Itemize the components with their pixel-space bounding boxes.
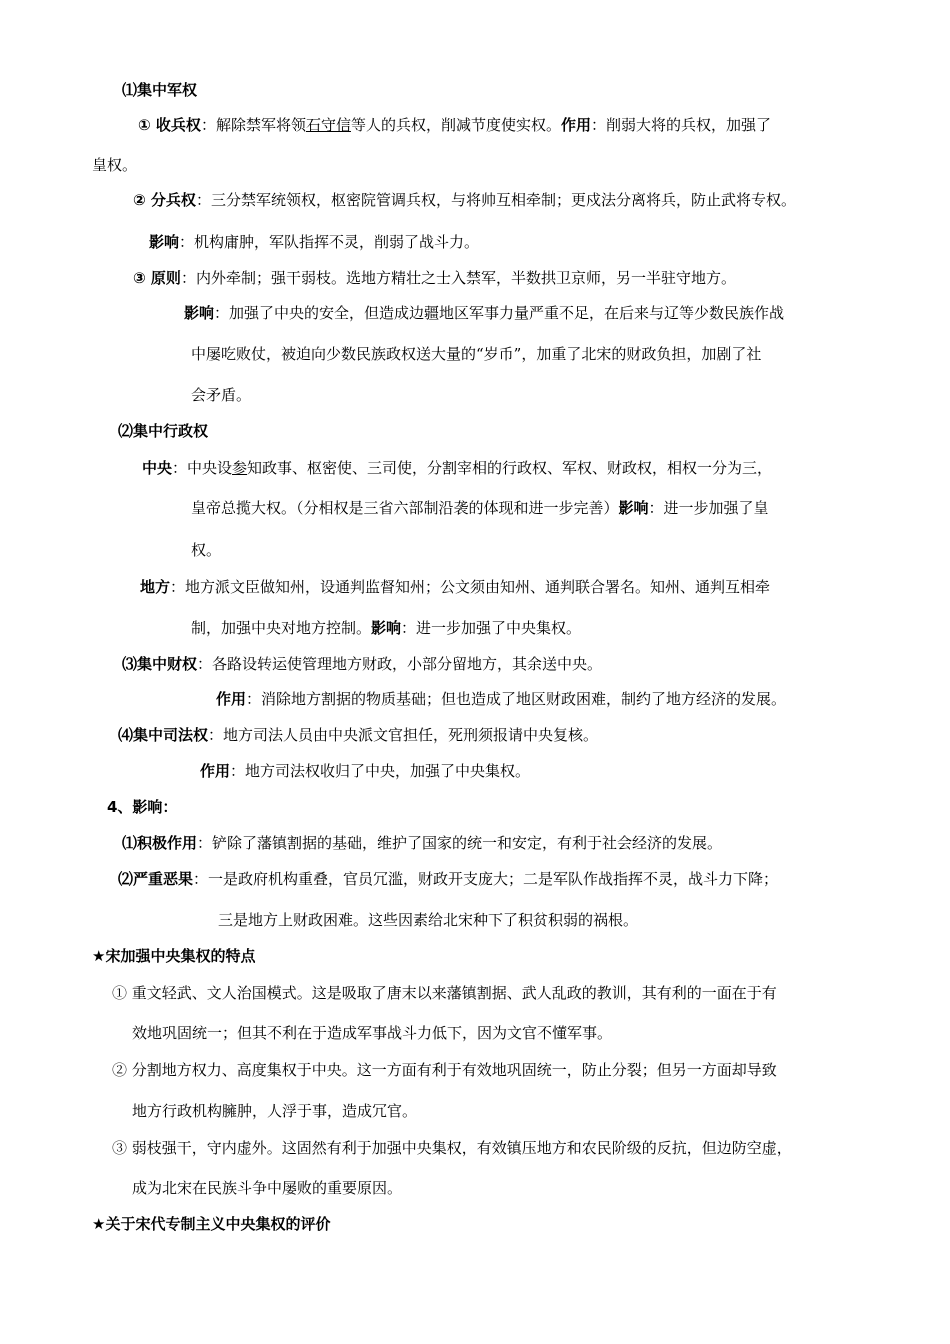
section-military-heading: ⑴集中军权 xyxy=(122,81,198,99)
shoubingquan-continuation: 皇权。 xyxy=(92,156,138,174)
judicial-effect-text: ：地方司法权收归了中央，加强了中央集权。 xyxy=(230,762,531,780)
principle-label: ③ 原则 xyxy=(133,269,181,287)
fenbingquan-impact-text: ：机构庸肿，军队指挥不灵，削弱了战斗力。 xyxy=(179,233,480,251)
principle-impact-line xyxy=(184,303,784,323)
finance-label: ⑶集中财权 xyxy=(122,655,198,673)
negative-effect-text: ：一是政府机构重叠，官员冗滥，财政开支庞大；二是军队作战指挥不灵，战斗力下降； xyxy=(193,870,779,888)
fenbingquan-text: ：三分禁军统领权，枢密院管调兵权，与将帅互相牵制；更戍法分离将兵，防止武将专权。 xyxy=(195,191,796,209)
central-text-b: 知政事、枢密使、三司使，分割宰相的行政权、军权、财政权，相权一分为三， xyxy=(247,459,773,477)
central-label: 中央 xyxy=(142,459,173,477)
shoubingquan-effect-text: ：削弱大将的兵权，加强了 xyxy=(591,116,772,134)
feature-3-line-1: ③ 弱枝强干，守内虚外。这固然有利于加强中央集权，有效镇压地方和农民阶级的反抗，但边防空虚， xyxy=(112,1139,792,1157)
shoubingquan-text-a: ：解除禁军将领 xyxy=(200,116,306,134)
section-admin-heading: ⑵集中行政权 xyxy=(118,422,209,440)
finance-effect-label: 作用 xyxy=(216,690,247,708)
central-impact-text: ：进一步加强了皇 xyxy=(648,499,769,517)
evaluation-heading: ★关于宋代专制主义中央集权的评价 xyxy=(92,1215,331,1233)
fenbingquan-impact-label: 影响 xyxy=(149,233,180,251)
positive-effect-line xyxy=(122,833,722,853)
principle-impact-line-2: 中屡吃败仗，被迫向少数民族政权送大量的“岁币”，加重了北宋的财政负担，加剧了社 xyxy=(191,345,762,363)
central-impact-label: 影响 xyxy=(618,499,649,517)
judicial-text: ：地方司法人员由中央派文官担任，死刑须报请中央复核。 xyxy=(208,726,599,744)
central-line-2 xyxy=(191,498,769,518)
fenbingquan-label: ② 分兵权 xyxy=(133,191,196,209)
feature-2-line-2: 地方行政机构臃肿，人浮于事，造成冗官。 xyxy=(132,1102,418,1120)
fenbingquan-impact-line xyxy=(149,232,479,252)
impact-heading: 4、影响： xyxy=(107,798,178,816)
shi-shouxin-name: 石守信 xyxy=(305,116,351,134)
feature-3-line-2: 成为北宋在民族斗争中屡败的重要原因。 xyxy=(132,1179,403,1197)
negative-effect-line xyxy=(118,869,778,889)
local-impact-label: 影响 xyxy=(371,619,402,637)
principle-impact-text: ：加强了中央的安全，但造成边疆地区军事力量严重不足，在后来与辽等少数民族作战 xyxy=(214,304,785,322)
local-line-2-text: 制，加强中央对地方控制。 xyxy=(191,619,372,637)
central-line-2-text: 皇帝总揽大权。（分相权是三省六部制沿袭的体现和进一步完善） xyxy=(191,499,619,517)
feature-1-line-1: ① 重文轻武、文人治国模式。这是吸取了唐末以来藩镇割据、武人乱政的教训，其有利的一面在于有 xyxy=(112,984,777,1002)
shoubingquan-line xyxy=(138,115,771,135)
local-line-2 xyxy=(191,618,581,638)
principle-impact-line-3: 会矛盾。 xyxy=(191,386,252,404)
positive-effect-text: ：铲除了藩镇割据的基础，维护了国家的统一和安定，有利于社会经济的发展。 xyxy=(197,834,723,852)
central-line xyxy=(142,458,772,478)
shoubingquan-effect-label: 作用 xyxy=(560,116,591,134)
feature-1-line-2: 效地巩固统一；但其不利在于造成军事战斗力低下，因为文官不懂军事。 xyxy=(132,1024,613,1042)
negative-effect-label: ⑵严重恶果 xyxy=(118,870,194,888)
feature-2-line-1: ② 分割地方权力、高度集权于中央。这一方面有利于有效地巩固统一，防止分裂；但另一方面却导致 xyxy=(112,1061,777,1079)
principle-impact-label: 影响 xyxy=(184,304,215,322)
local-text: ：地方派文臣做知州，设通判监督知州；公文须由知州、通判联合署名。知州、通判互相牵 xyxy=(170,578,771,596)
finance-effect-text: ：消除地方割据的物质基础；但也造成了地区财政困难，制约了地方经济的发展。 xyxy=(246,690,787,708)
judicial-line xyxy=(118,725,598,745)
judicial-label: ⑷集中司法权 xyxy=(118,726,209,744)
local-impact-text: ：进一步加强了中央集权。 xyxy=(401,619,582,637)
positive-effect-label: ⑴积极作用 xyxy=(122,834,198,852)
principle-line xyxy=(133,268,736,288)
local-line xyxy=(140,577,770,597)
central-line-3: 权。 xyxy=(191,541,222,559)
fenbingquan-line xyxy=(133,190,796,210)
shoubingquan-text-b: 等人的兵权，削减节度使实权。 xyxy=(350,116,561,134)
central-text-a: ：中央设 xyxy=(172,459,233,477)
finance-text: ：各路设转运使管理地方财政，小部分留地方，其余送中央。 xyxy=(197,655,603,673)
judicial-effect-label: 作用 xyxy=(200,762,231,780)
negative-effect-line-2: 三是地方上财政困难。这些因素给北宋种下了积贫积弱的祸根。 xyxy=(218,911,639,929)
local-label: 地方 xyxy=(140,578,171,596)
finance-line xyxy=(122,654,602,674)
judicial-effect-line xyxy=(200,761,530,781)
shoubingquan-label: ① 收兵权 xyxy=(138,116,201,134)
features-heading: ★宋加强中央集权的特点 xyxy=(92,947,256,965)
finance-effect-line xyxy=(216,689,786,709)
can-char: 参 xyxy=(232,459,248,477)
principle-text: ：内外牵制；强干弱枝。选地方精壮之士入禁军，半数拱卫京师，另一半驻守地方。 xyxy=(180,269,736,287)
